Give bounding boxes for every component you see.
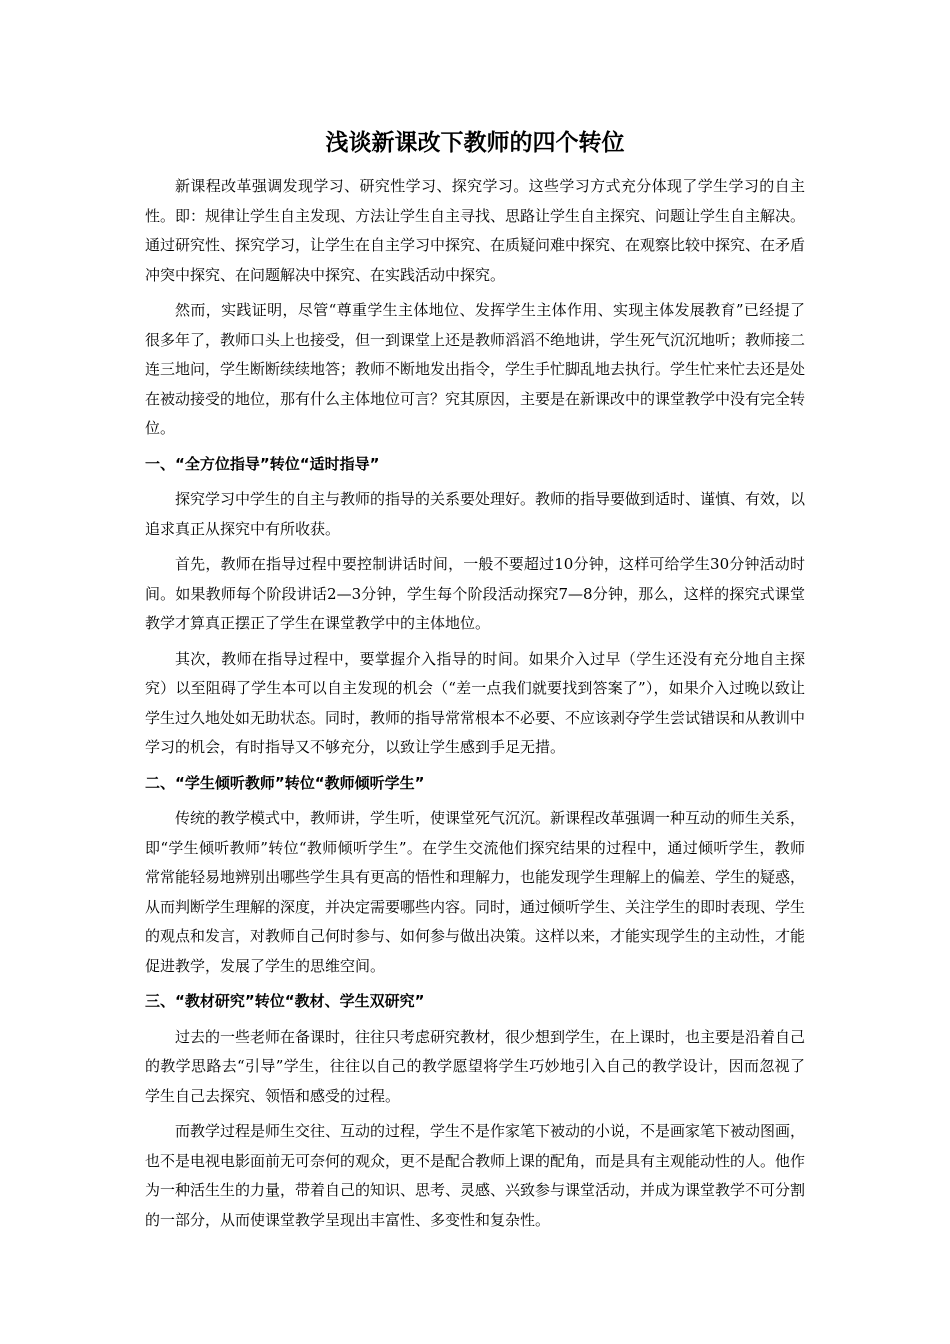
document-title: 浅谈新课改下教师的四个转位 xyxy=(325,130,625,156)
section-3-paragraph-1: 过去的一些老师在备课时，往往只考虑研究教材，很少想到学生，在上课时，也主要是沿着自己的教学思路去“引导”学生，往往以自己的教学愿望将学生巧妙地引入自己的教学设计，因而忽视了学生自己去探究、领悟和感受的过程。 xyxy=(145,1027,806,1105)
intro-paragraph-1: 新课程改革强调发现学习、研究性学习、探究学习。这些学习方式充分体现了学生学习的自主性。即：规律让学生自主发现、方法让学生自主寻找、思路让学生自主探究、问题让学生自主解决。通过研究性、探究学习，让学生在自主学习中探究、在质疑问难中探究、在观察比较中探究、在矛盾冲突中探究、在问题解决中探究、在实践活动中探究。 xyxy=(145,177,806,284)
intro-paragraph-2: 然而，实践证明，尽管“尊重学生主体地位、发挥学生主体作用、实现主体发展教育”已经提了很多年了，教师口头上也接受，但一到课堂上还是教师滔滔不绝地讲，学生死气沉沉地听；教师接二连三地问，学生断断续续地答；教师不断地发出指令，学生手忙脚乱地去执行。学生忙来忙去还是处在被动接受的地位，那有什么主体地位可言？究其原因，主要是在新课改中的课堂教学中没有完全转位。 xyxy=(145,301,806,437)
section-1-paragraph-1: 探究学习中学生的自主与教师的指导的关系要处理好。教师的指导要做到适时、谨慎、有效，以追求真正从探究中有所收获。 xyxy=(145,490,806,538)
section-1-paragraph-2: 首先，教师在指导过程中要控制讲话时间，一般不要超过10分钟，这样可给学生30分钟活动时间。如果教师每个阶段讲话2—3分钟，学生每个阶段活动探究7—8分钟，那么，这样的探究式课堂教学才算真正摆正了学生在课堂教学中的主体地位。 xyxy=(145,555,805,632)
section-2-paragraph-1: 传统的教学模式中，教师讲，学生听，使课堂死气沉沉。新课程改革强调一种互动的师生关系，即“学生倾听教师”转位“教师倾听学生”。在学生交流他们探究结果的过程中，通过倾听学生，教师常常能轻易地辨别出哪些学生具有更高的悟性和理解力，也能发现学生理解上的偏差、学生的疑惑，从而判断学生理解的深度，并决定需要哪些内容。同时，通过倾听学生、关注学生的即时表现、学生的观点和发言，对教师自己何时参与、如何参与做出决策。这样以来，才能实现学生的主动性，才能促进教学，发展了学生的思维空间。 xyxy=(145,809,806,975)
section-3-paragraph-2: 而教学过程是师生交往、互动的过程，学生不是作家笔下被动的小说，不是画家笔下被动图画，也不是电视电影面前无可奈何的观众，更不是配合教师上课的配角，而是具有主观能动性的人。他作为一种活生生的力量，带着自己的知识、思考、灵感、兴致参与课堂活动，并成为课堂教学不可分割的一部分，从而使课堂教学呈现出丰富性、多变性和复杂性。 xyxy=(145,1122,806,1229)
section-2-heading: 二、“学生倾听教师”转位“教师倾听学生” xyxy=(145,773,425,792)
section-3-heading: 三、“教材研究”转位“教材、学生双研究” xyxy=(145,992,425,1010)
document-body xyxy=(145,126,805,1241)
section-1-paragraph-3: 其次，教师在指导过程中，要掌握介入指导的时间。如果介入过早（学生还没有充分地自主探究）以至阻碍了学生本可以自主发现的机会（“差一点我们就要找到答案了”），如果介入过晚以致让学生过久地处如无助状态。同时，教师的指导常常根本不必要、不应该剥夺学生尝试错误和从教训中学习的机会，有时指导又不够充分，以致让学生感到手足无措。 xyxy=(145,649,806,756)
section-1-heading: 一、“全方位指导”转位“适时指导” xyxy=(145,454,380,473)
